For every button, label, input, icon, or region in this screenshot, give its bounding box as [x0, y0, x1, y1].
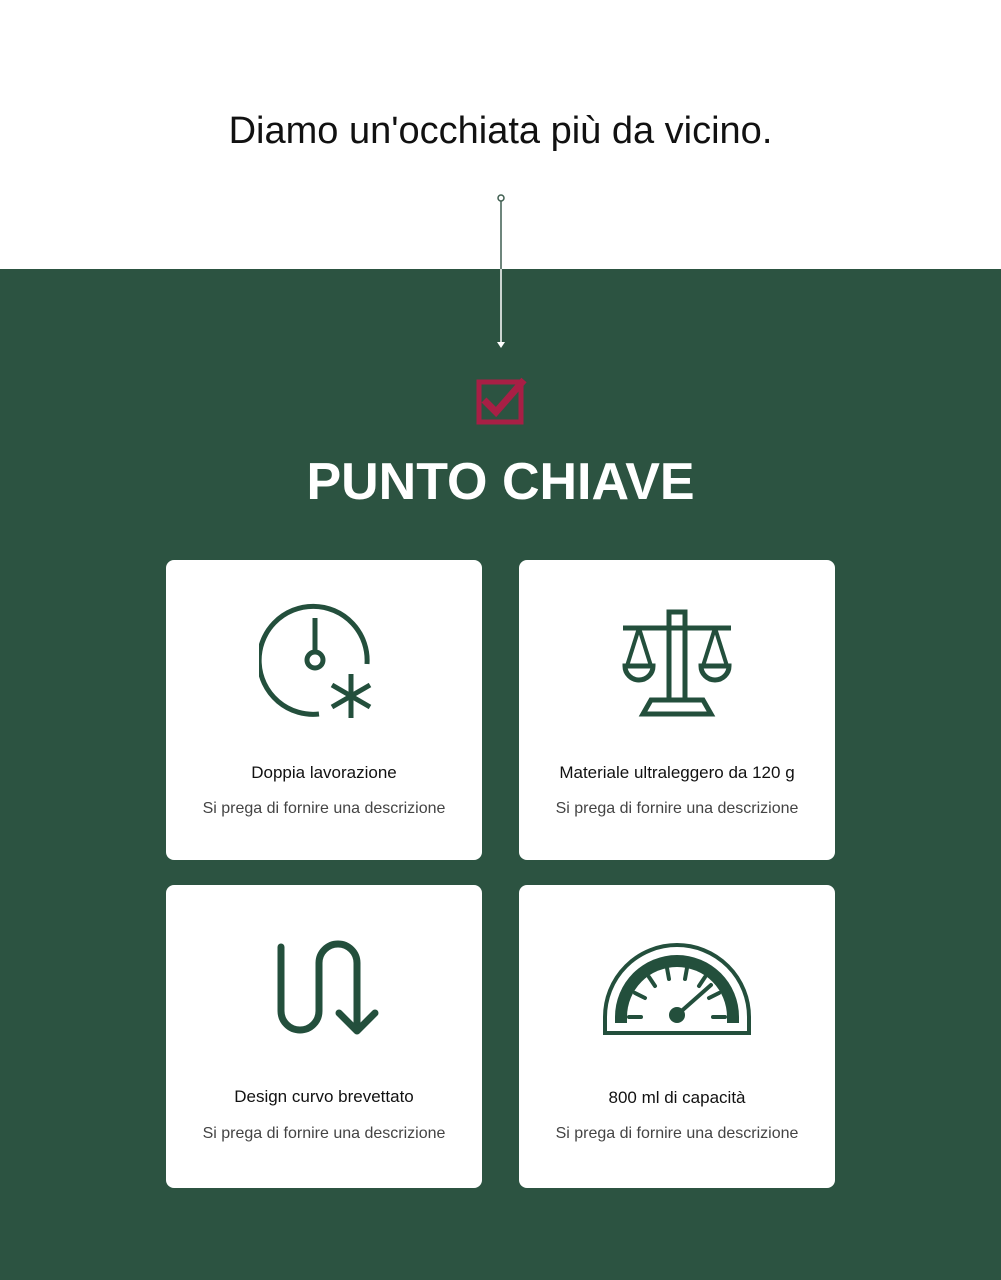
feature-description: Si prega di fornire una descrizione — [202, 1125, 446, 1142]
feature-description: Si prega di fornire una descrizione — [555, 1125, 799, 1142]
headline: Diamo un'occhiata più da vicino. — [228, 110, 773, 152]
curved-arrow-icon — [166, 935, 482, 1039]
feature-description: Si prega di fornire una descrizione — [555, 800, 799, 817]
feature-title: Doppia lavorazione — [251, 763, 397, 782]
feature-card-curved-design — [166, 885, 482, 1188]
feature-title: Materiale ultraleggero da 120 g — [559, 763, 795, 782]
feature-description: Si prega di fornire una descrizione — [202, 800, 446, 817]
feature-title: Design curvo brevettato — [234, 1087, 414, 1106]
speedometer-icon — [519, 937, 835, 1037]
feature-card-double-process — [166, 560, 482, 860]
feature-card-capacity — [519, 885, 835, 1188]
checkbox-checked-icon — [474, 374, 528, 426]
section-title: PUNTO CHIAVE — [306, 453, 695, 511]
balance-scale-icon — [519, 606, 835, 722]
feature-card-ultralight — [519, 560, 835, 860]
clock-snowflake-icon — [166, 602, 482, 726]
connector-line-icon — [494, 192, 508, 352]
feature-title: 800 ml di capacità — [608, 1088, 746, 1107]
